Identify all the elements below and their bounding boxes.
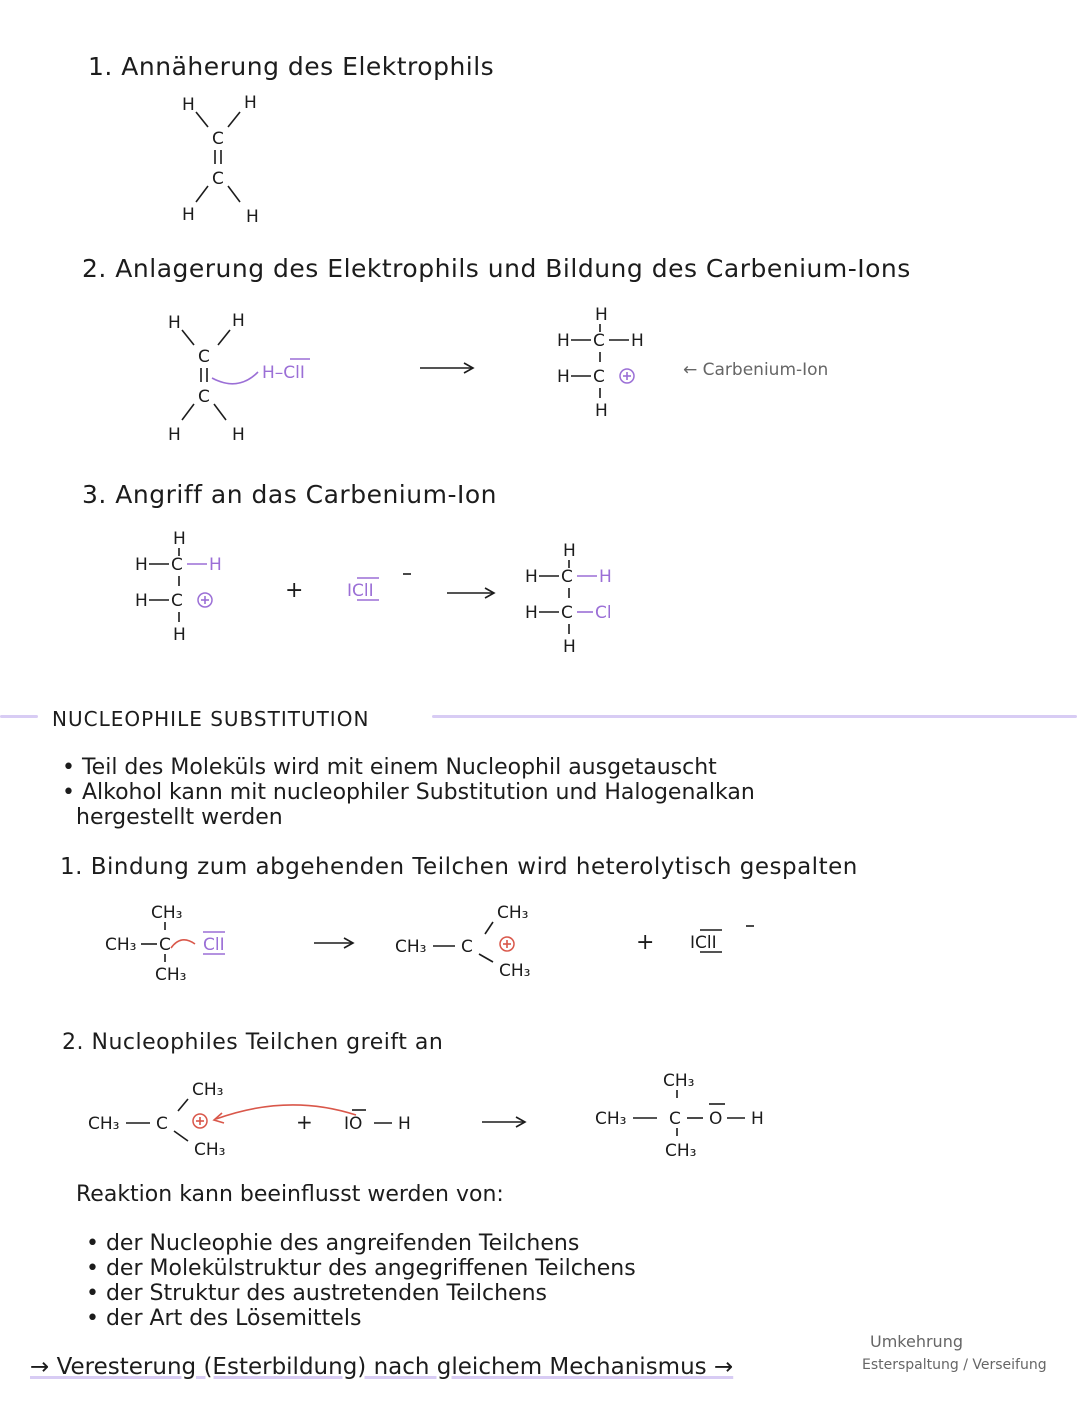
reaction-arrow-3 [312,935,362,951]
svg-text:CH₃: CH₃ [395,937,427,957]
substitution-bullet-2-cont: hergestellt werden [76,805,283,830]
carbenium-ion-note: ← Carbenium-Ion [683,360,829,380]
svg-text:H: H [595,305,608,325]
svg-text:H: H [525,603,538,623]
ethene-structure-1 [160,92,280,232]
svg-text:C: C [593,331,605,351]
svg-text:H: H [525,567,538,587]
svg-text:H: H [563,637,576,657]
addition-step3-title: 3. Angriff an das Carbenium-Ion [82,480,497,509]
svg-text:CH₃: CH₃ [499,961,531,981]
chloride-ion [345,568,425,608]
svg-text:H: H [168,425,181,445]
reverse-label: Umkehrung [870,1332,963,1351]
svg-text:H: H [173,529,186,549]
svg-text:H: H [398,1114,411,1134]
svg-text:H: H [751,1109,764,1129]
influence-item-2: • der Molekülstruktur des angegriffenen Teilchens [86,1256,636,1281]
substitution-heading: NUCLEOPHILE SUBSTITUTION [52,707,370,731]
svg-text:H: H [182,95,195,115]
svg-text:H: H [244,93,257,113]
svg-text:C: C [561,603,573,623]
svg-text:H: H [168,313,181,333]
reaction-arrow-2 [445,585,505,601]
svg-text:CH₃: CH₃ [497,903,529,923]
influence-item-1: • der Nucleophie des angreifenden Teilchens [86,1231,580,1256]
svg-text:C: C [669,1109,681,1129]
reaction-arrow-1 [418,360,478,376]
svg-text:H: H [173,625,186,645]
svg-text:H: H [135,555,148,575]
svg-text:Cl: Cl [595,603,612,623]
conclusion-line: → Veresterung (Esterbildung) nach gleichem Mechanismus → [30,1354,734,1380]
svg-text:H: H [209,555,222,575]
svg-text:+: + [296,1110,313,1134]
svg-text:H: H [232,425,245,445]
section-divider-right [432,715,1077,718]
addition-step1-title: 1. Annäherung des Elektrophils [88,52,495,81]
svg-text:C: C [212,129,224,149]
svg-text:CH₃: CH₃ [595,1109,627,1129]
svg-text:CH₃: CH₃ [88,1114,120,1134]
ethene-hcl-structure [160,310,360,450]
svg-text:IClI: IClI [690,933,717,953]
svg-text:C: C [198,387,210,407]
tert-butyl-cation-structure-1 [395,900,575,990]
chloroethane-structure [523,540,643,660]
svg-text:H: H [595,401,608,421]
svg-text:CH₃: CH₃ [663,1071,695,1091]
chloride-ion-2 [688,920,768,960]
svg-text:H: H [246,207,259,227]
substitution-step2-title: 2. Nucleophiles Teilchen greift an [62,1030,444,1055]
svg-text:CH₃: CH₃ [192,1080,224,1100]
svg-text:H: H [563,541,576,561]
influence-item-3: • der Struktur des austretenden Teilchens [86,1281,547,1306]
svg-text:C: C [461,937,473,957]
tert-butyl-cation-structure-2 [88,1075,428,1165]
svg-text:H–ClI: H–ClI [262,363,305,383]
svg-text:O: O [709,1109,723,1129]
svg-text:C: C [561,567,573,587]
addition-step2-title: 2. Anlagerung des Elektrophils und Bildung des Carbenium-Ions [82,254,911,283]
svg-text:C: C [171,555,183,575]
svg-text:CH₃: CH₃ [151,903,183,923]
svg-text:C: C [212,169,224,189]
carbenium-ion-structure-2 [135,528,245,648]
svg-text:C: C [156,1114,168,1134]
svg-text:ClI: ClI [203,935,225,955]
svg-text:C: C [171,591,183,611]
svg-text:H: H [599,567,612,587]
svg-text:H: H [631,331,644,351]
svg-text:CH₃: CH₃ [155,965,187,985]
svg-text:H: H [182,205,195,225]
substitution-step1-title: 1. Bindung zum abgehenden Teilchen wird heterolytisch gespalten [60,854,858,880]
substitution-bullet-2: • Alkohol kann mit nucleophiler Substitution und Halogenalkan [62,780,755,805]
tert-butyl-chloride-structure [105,900,275,1000]
svg-text:CH₃: CH₃ [105,935,137,955]
tert-butanol-structure [595,1066,795,1166]
influence-item-4: • der Art des Lösemittels [86,1306,362,1331]
svg-text:C: C [198,347,210,367]
svg-text:H: H [557,331,570,351]
carbenium-ion-structure-1 [555,304,665,424]
plus-sign: + [285,578,304,603]
svg-text:IClI: IClI [347,581,374,601]
svg-text:C: C [159,935,171,955]
svg-text:C: C [593,367,605,387]
svg-text:IO: IO [344,1114,363,1134]
section-divider-left [0,715,38,718]
reverse-terms: Esterspaltung / Verseifung [862,1357,1047,1373]
svg-text:H: H [557,367,570,387]
svg-text:H: H [232,311,245,331]
influence-intro: Reaktion kann beeinflusst werden von: [76,1182,504,1207]
svg-text:CH₃: CH₃ [665,1141,697,1161]
reaction-arrow-4 [480,1114,530,1130]
substitution-bullet-1: • Teil des Moleküls wird mit einem Nucleophil ausgetauscht [62,755,717,780]
plus-sign-2: + [636,930,655,955]
svg-text:CH₃: CH₃ [194,1140,226,1160]
svg-text:H: H [135,591,148,611]
